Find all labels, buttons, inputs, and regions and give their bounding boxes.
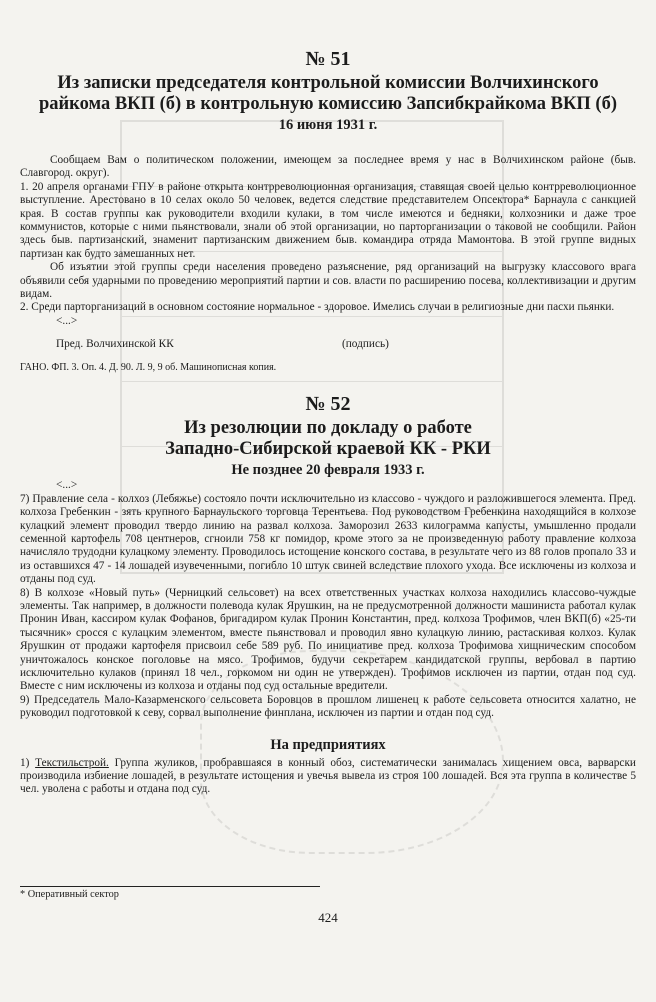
doc52-paragraph-8: 8) В колхозе «Новый путь» (Черницкий сельсовет) на всех ответственных участках колхоза находились классово-чуждые элементы. Так например, в должности полевода кулак Ярушкин, на не предусмотренной должности машиниста работал кулак Пронин Иван, кассиром кулак Фофанов, бригадиром кулак Пронин Константин, пред. колхоза Трофимов, член ВКП(б) «25-ти тысячник» сросся с кулацким элементом, вместе пьянствовал и проводил явно кулацкую линию, растаскивая колхоз. Кулак Ярушкин от продажи картофеля присвоил себе 589 руб. По инициативе пред. колхоза Трофимова хищническим способом уничтожалось конское поголовье на мясо. Трофимов, будучи секретарем кандидатской группы, вербовал в партию исключительно кулаков (принял 18 чел., горкомом ни один не утвержден). Трофимов исключен из партии, отдан под суд. Вместе с ним исключены из колхоза и отданы под суд остальные вредители. (20, 586, 636, 693)
doc51-title-line2: райкома ВКП (б) в контрольную комиссию Запсибкрайкома ВКП (б) (38, 94, 618, 114)
doc52-paragraph-9: 9) Председатель Мало-Казарменского сельсовета Боровцов в прошлом лишенец к работе сельсовета относится халатно, не руководил подготовкой к севу, сорвал выполнение финплана, исключен из партии и отдан под суд. (20, 693, 636, 720)
doc52-title-line2: Западно-Сибирской краевой КК - РКИ (165, 439, 491, 460)
doc51-paragraph-2: Об изъятии этой группы среди населения проведено разъяснение, ряд организаций на выгрузку классового врага объявили себя ударными по проведению мероприятий партии и сов. власти по расширению посева, коллективизации и другим видам. (20, 261, 636, 301)
doc51-paragraph-1: 1. 20 апреля органами ГПУ в районе открыта контрреволюционная организация, ставящая своей целью контрреволюционное выступление. Арестовано в 10 селах около 50 человек, ведется следствие представителем Опсектора* Барнаула с санкцией края. В состав группы как руководители входили кулаки, в том числе имеются и бедняки, колхозники и даже трое коммунистов, которые с ними пьянствовали, знали об этой организации, но парторганизации о таковой не сообщили. Район здесь быв. партизанский, знаменит партизанским движением быв. командира отряда Мамонтова. В этой группе видных партизан как будто замешанных нет. (20, 180, 636, 260)
doc51-date: 16 июня 1931 г. (278, 117, 378, 133)
doc52-enterprise-body (20, 757, 636, 797)
doc51-body (20, 154, 636, 328)
doc51-ellipsis: <...> (56, 314, 78, 327)
doc52-title (20, 418, 636, 460)
doc51-title (20, 73, 636, 115)
document-52 (20, 393, 636, 797)
doc51-number: № 51 (305, 48, 351, 70)
doc52-title-line1: Из резолюции по докладу о работе (184, 418, 472, 439)
enterprise-name: Текстильстрой. (35, 756, 109, 769)
footnote: * Оперативный сектор (20, 889, 119, 900)
doc51-intro: Сообщаем Вам о политическом положении, имеющем за последнее время у нас в Волчихинском районе (быв. Славгород. округ). (20, 154, 636, 180)
doc52-ellipsis: <...> (56, 479, 78, 492)
section-heading-enterprises: На предприятиях (270, 736, 386, 753)
document-51 (20, 48, 636, 373)
doc51-signature-row (20, 338, 636, 350)
doc52-date: Не позднее 20 февраля 1933 г. (231, 462, 425, 479)
signature-mark: (подпись) (342, 338, 389, 351)
page-number: 424 (318, 910, 338, 925)
doc51-paragraph-3: 2. Среди парторганизаций в основном состояние нормальное - здоровое. Имелись случаи в религиозные дни пасхи пьянки. (20, 301, 615, 314)
signature-position: Пред. Волчихинской КК (56, 338, 174, 351)
doc51-archive-source: ГАНО. ФП. 3. Оп. 4. Д. 90. Л. 9, 9 об. Машинописная копия. (20, 362, 277, 374)
doc51-title-line1: Из записки председателя контрольной комиссии Волчихинского (57, 73, 599, 93)
enterprise-item-prefix: 1) (20, 756, 36, 769)
doc52-body (20, 479, 636, 720)
doc52-number: № 52 (305, 393, 351, 416)
footnote-divider (20, 886, 320, 887)
enterprise-item-text: Группа жуликов, пробравшаяся в конный обоз, систематически занималась хищением овса, варварски производила избиение лошадей, в результате истощения и увечья вывела из строя 100 лошадей. Вся эта группа в количестве 5 чел. уволена с работы и отдана под суд. (20, 756, 636, 796)
doc52-paragraph-7: 7) Правление села - колхоз (Лебяжье) состояло почти исключительно из классово - чуждого и разложившегося элемента. Пред. колхоза Гребенкин - зять крупного Барнаульского торговца Терентьева. Под руководством Гребенкина находящийся в колхозе кулацкий элемент проводил твердо линию на развал колхоза. Заморозил 2633 килограмма капусты, умышленно продали семенной картофель 708 центнеров, сгноили 758 кг помидор, кроме этого за не произведенную работу правление колхоза начисляло трудодни кулацкому элементу. Проводилось истощение конского состава, в результате чего из 88 голов пропало 33 и из оставшихся 47 - 14 лошадей изувеченными, погибло 10 штук свиней вследствие плохого ухода. Все исключены из колхоза и отданы под суд. (20, 492, 636, 586)
doc52-enterprise-paragraph (20, 757, 636, 797)
